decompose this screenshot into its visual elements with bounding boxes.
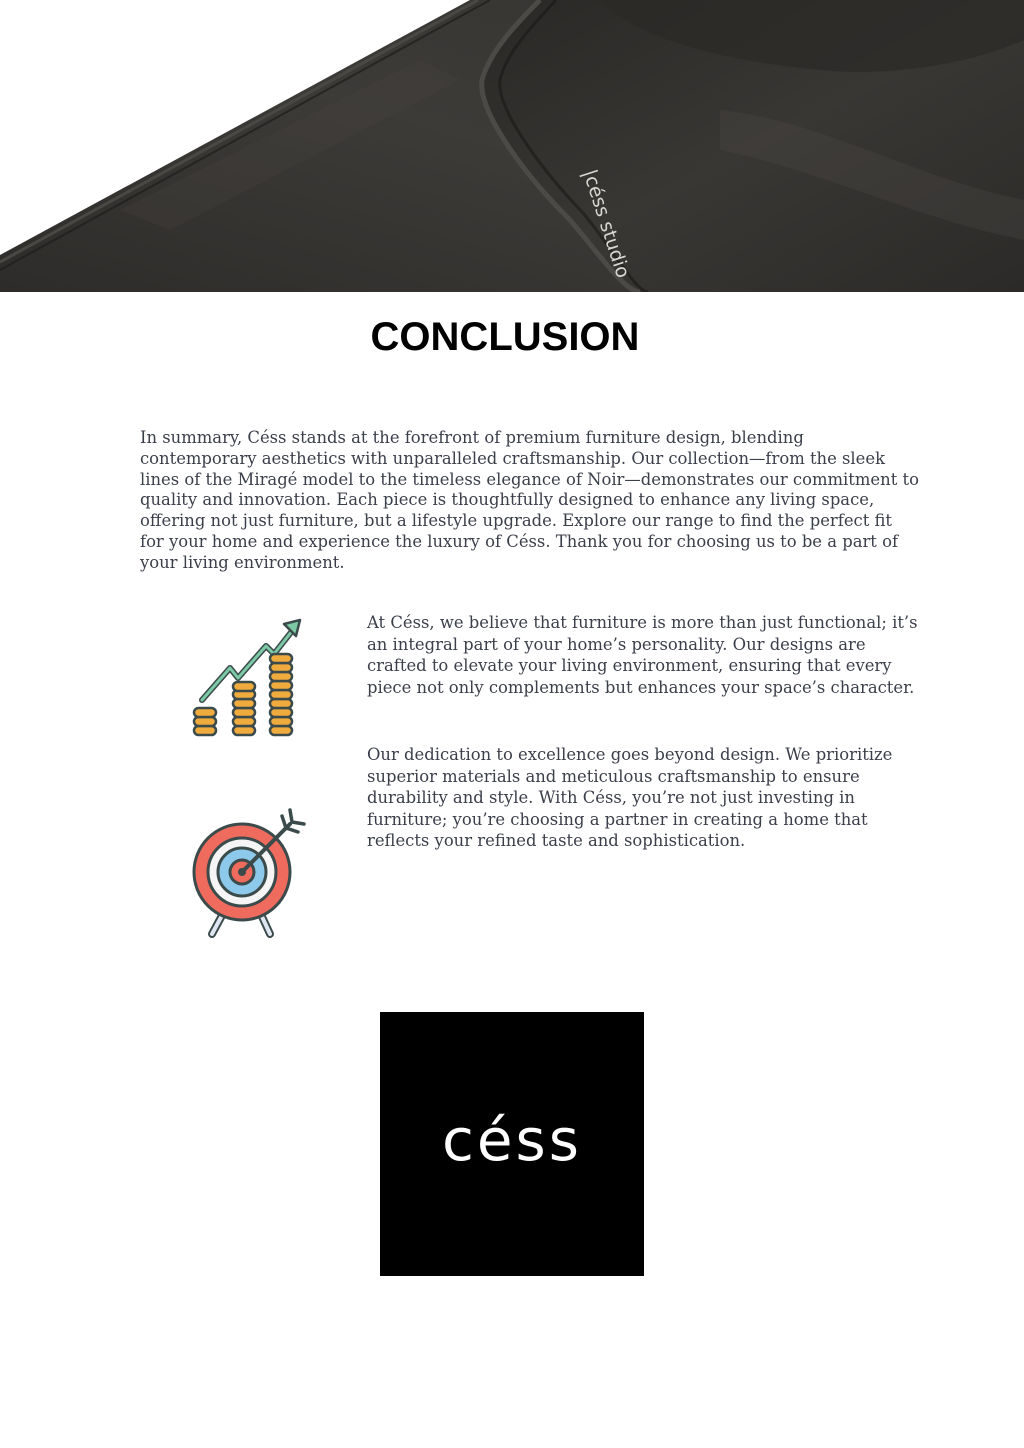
summary-paragraph: In summary, Céss stands at the forefront of premium furniture design, blending contemporary aesthetics with unparalleled craftsmanship. Our collection—from the sleek lines of the Miragé model to the timeless elegance of Noir—demonstrates our commitment to quality and innovation. Each piece is thoughtfully designed to enhance any living space, offering not just furniture, but a lifestyle upgrade. Explore our range to find the perfect fit for your home and experience the luxury of Céss. Thank you for choosing us to be a part of your living environment. (140, 428, 919, 572)
brand-label: |céss studio (578, 166, 635, 281)
hero-image (0, 0, 1024, 292)
logo-text: céss (441, 1106, 582, 1174)
brand-logo (380, 1012, 644, 1276)
section-paragraph-1: At Céss, we believe that furniture is more than just functional; it’s an integral part of your home’s personality. Our designs are crafted to elevate your living environment, ensuring that every piece not only complements but enhances your space’s character. (367, 613, 918, 697)
target-icon (186, 806, 306, 942)
section-paragraph-2: Our dedication to excellence goes beyond design. We prioritize superior materials and meticulous craftsmanship to ensure durability and style. With Céss, you’re not just investing in furniture; you’re choosing a partner in creating a home that reflects your refined taste and sophistication. (367, 745, 893, 850)
growth-chart-icon (188, 616, 308, 740)
furniture-photo (0, 0, 1024, 292)
page-title: CONCLUSION (370, 315, 640, 359)
